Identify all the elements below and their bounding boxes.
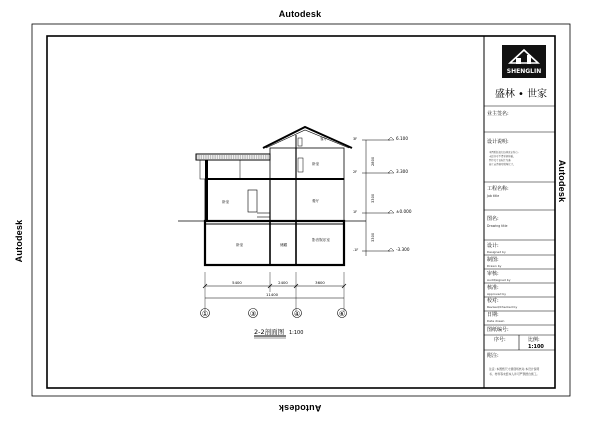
upper-floor bbox=[270, 148, 344, 179]
horiz-dim-2: 2400 bbox=[278, 280, 288, 285]
check-value: Revised/Checked by bbox=[487, 305, 518, 309]
vert-dim-1: 2800 bbox=[371, 156, 375, 166]
draw-value: Drawn by bbox=[487, 264, 502, 268]
room-label-7: 影音娱乐室 bbox=[312, 238, 330, 242]
review-value: Audit/signed by bbox=[487, 278, 511, 282]
room-label-1: 卧室 bbox=[222, 200, 230, 204]
design-notes-line-3: 图中尺寸以标注为准, bbox=[489, 159, 512, 162]
basement bbox=[205, 221, 344, 265]
roof bbox=[263, 127, 352, 148]
check-label: 校对: bbox=[487, 298, 499, 304]
review-label: 审核: bbox=[487, 271, 499, 277]
design-notes-line-2: 未经许可不得复制传播。 bbox=[489, 155, 516, 158]
watermark-bottom: Autodesk bbox=[278, 403, 322, 413]
elev-label-4: -3.300 bbox=[396, 247, 410, 252]
design-notes-label: 设计说明: bbox=[487, 139, 509, 145]
company-logo bbox=[502, 45, 546, 78]
watermark-left: Autodesk bbox=[14, 219, 24, 263]
approve-value: Approved by bbox=[487, 292, 507, 296]
floor-tag-3: 1F bbox=[353, 210, 358, 214]
notes-text-2: 书、材料等未经本人许可严禁擅自施工。 bbox=[489, 372, 540, 376]
room-label-5: 卧室 bbox=[236, 243, 244, 247]
owner-sign-label: 业主签名: bbox=[487, 111, 509, 117]
draw-label: 制图: bbox=[487, 257, 499, 263]
elev-label-3: ±0.000 bbox=[396, 209, 412, 214]
section-drawing bbox=[178, 127, 412, 338]
design-value: Designed by bbox=[487, 250, 506, 254]
logo-text: SHENGLIN bbox=[506, 68, 542, 75]
drawing-no-label: 图纸编号: bbox=[487, 327, 509, 333]
room-label-4: 餐厅 bbox=[312, 199, 320, 203]
watermark-right: Autodesk bbox=[557, 159, 567, 203]
horiz-dim-3: 3600 bbox=[315, 280, 325, 285]
elev-label-1: 6.100 bbox=[396, 136, 408, 141]
section-title: 2-2剖面图 bbox=[254, 328, 285, 336]
project-name-label: 工程名称: bbox=[487, 186, 509, 192]
title-block bbox=[484, 36, 555, 388]
section-scale: 1:100 bbox=[289, 330, 304, 336]
notes-label: 附注: bbox=[487, 353, 499, 359]
floor-tag-4: -1F bbox=[353, 248, 359, 252]
floor-tag-2: 2F bbox=[353, 170, 358, 174]
horiz-dim-1: 5400 bbox=[232, 280, 242, 285]
room-label-2: 客厅 bbox=[320, 137, 328, 141]
seq-label: 序号: bbox=[494, 337, 506, 343]
drawing-name-label: 图名: bbox=[487, 216, 499, 222]
project-name-value: Job title bbox=[487, 194, 500, 198]
floor-tag-1: 3F bbox=[353, 137, 358, 141]
scale-value: 1:100 bbox=[528, 344, 544, 350]
axis-label-2: ③ bbox=[249, 310, 257, 318]
drawing-name-value: Drawing title bbox=[487, 224, 508, 228]
date-value: Date drawn bbox=[487, 319, 505, 323]
approve-label: 核准: bbox=[487, 285, 499, 291]
design-notes-line-1: 本图纸版权归盛林世家所有, bbox=[489, 151, 519, 154]
date-label: 日期: bbox=[487, 312, 499, 318]
total-dim: 11400 bbox=[265, 292, 279, 297]
scale-label: 比例: bbox=[528, 337, 540, 343]
elev-label-2: 3.300 bbox=[396, 169, 408, 174]
axis-label-3: ④ bbox=[293, 310, 301, 318]
vert-dim-2: 3300 bbox=[371, 193, 375, 203]
design-notes-line-4: 施工前请核对现场尺寸。 bbox=[489, 163, 516, 166]
notes-text-1: 注意: 本图纸尺寸须现场核对,本设计说明 bbox=[489, 367, 540, 371]
vert-dim-3: 3300 bbox=[371, 232, 375, 242]
design-label: 设计: bbox=[487, 243, 499, 249]
room-label-3: 卧室 bbox=[312, 162, 320, 166]
axis-label-1: ① bbox=[201, 310, 209, 318]
brand-name: 盛林 • 世家 bbox=[494, 89, 548, 100]
watermark-top: Autodesk bbox=[278, 9, 322, 19]
room-label-6: 储藏 bbox=[280, 243, 288, 247]
axis-label-4: ⑥ bbox=[338, 310, 346, 318]
